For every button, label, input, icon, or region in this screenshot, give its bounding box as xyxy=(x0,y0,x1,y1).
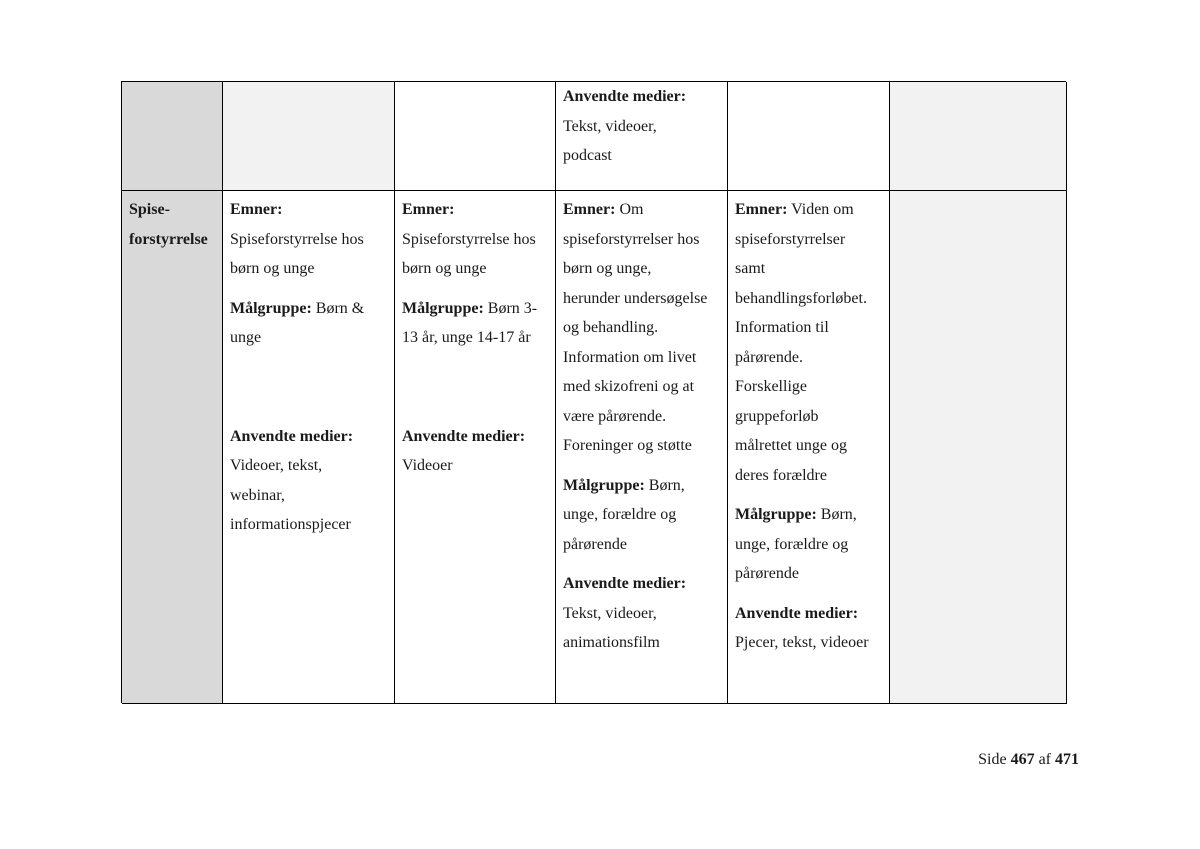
emner-line xyxy=(735,195,882,225)
emner-text: Viden om xyxy=(791,201,854,218)
row2-col5-cell xyxy=(890,191,1067,704)
row2-col1-cell xyxy=(223,191,395,704)
total-pages: 471 xyxy=(1055,751,1079,768)
emner-line: Foreninger og støtte xyxy=(563,437,692,454)
medier-line: Videoer xyxy=(402,457,453,474)
data-table xyxy=(121,81,1066,703)
row-heading-line: Spise- xyxy=(129,201,170,218)
medier-line: Pjecer, tekst, videoer xyxy=(735,634,869,651)
emner-line: Spiseforstyrrelse hos xyxy=(230,230,364,248)
emner-line: pårørende. xyxy=(735,348,803,366)
row1-heading-cell xyxy=(122,82,223,191)
emner-line xyxy=(563,195,720,225)
emner-line: spiseforstyrrelser xyxy=(735,230,846,248)
medier-line: webinar, xyxy=(230,486,285,504)
emner-line: være pårørende. xyxy=(563,407,667,425)
emner-line: behandlingsforløbet. xyxy=(735,289,867,307)
emner-line: gruppeforløb xyxy=(735,407,819,425)
medier-line: animationsfilm xyxy=(563,634,660,651)
emner-line: børn og unge xyxy=(402,260,487,277)
row2-col3-cell xyxy=(556,191,728,704)
emner-label: Emner: xyxy=(402,201,455,218)
malgruppe-line: unge xyxy=(230,329,262,346)
emner-label: Emner: xyxy=(735,201,788,218)
emner-line: deres forældre xyxy=(735,466,827,484)
row2-col4-cell xyxy=(728,191,890,704)
medier-label: Anvendte medier: xyxy=(563,575,687,592)
medier-label: Anvendte medier: xyxy=(402,427,526,445)
emner-line: børn og unge xyxy=(230,260,315,277)
row1-col1-cell xyxy=(223,82,395,191)
malgruppe-label: Målgruppe: xyxy=(735,506,817,523)
medier-label: Anvendte medier: xyxy=(563,88,687,105)
emner-line: børn og unge, xyxy=(563,260,652,277)
page-separator: af xyxy=(1038,751,1051,768)
emner-line: Forskellige xyxy=(735,378,807,395)
malgruppe-line: 13 år, unge 14-17 år xyxy=(402,329,531,346)
emner-line: Information om livet xyxy=(563,348,697,366)
medier-line: Tekst, videoer, xyxy=(563,604,657,622)
row-heading-line: forstyrrelse xyxy=(129,230,208,248)
emner-line: herunder undersøgelse xyxy=(563,289,708,307)
row1-col4-cell xyxy=(728,82,890,191)
malgruppe-text: Børn, xyxy=(648,476,685,494)
page-prefix: Side xyxy=(978,751,1007,768)
emner-line: målrettet unge og xyxy=(735,437,847,454)
row1-col2-cell xyxy=(395,82,556,191)
emner-text: Om xyxy=(619,201,644,218)
row1-col5-cell xyxy=(890,82,1067,191)
malgruppe-line: unge, forældre og xyxy=(735,535,849,553)
malgruppe-text: Børn, xyxy=(820,506,857,523)
medier-line: Tekst, videoer, xyxy=(563,117,657,135)
emner-label: Emner: xyxy=(563,201,616,218)
malgruppe-label: Målgruppe: xyxy=(230,299,312,317)
malgruppe-line xyxy=(402,294,548,324)
malgruppe-text: Børn & xyxy=(315,299,365,317)
emner-line: med skizofreni og at xyxy=(563,378,695,395)
emner-line: samt xyxy=(735,260,766,277)
malgruppe-line xyxy=(735,500,882,530)
medier-label: Anvendte medier: xyxy=(230,427,354,445)
emner-line: Information til xyxy=(735,319,829,336)
row1-col3-cell xyxy=(556,82,728,191)
malgruppe-line xyxy=(230,294,387,324)
medier-label: Anvendte medier: xyxy=(735,604,859,622)
emner-line: Spiseforstyrrelse hos xyxy=(402,230,536,248)
emner-label: Emner: xyxy=(230,201,283,218)
malgruppe-line: pårørende xyxy=(735,565,799,582)
emner-line: spiseforstyrrelser hos xyxy=(563,230,700,248)
emner-line: og behandling. xyxy=(563,319,659,336)
malgruppe-line xyxy=(563,471,720,501)
current-page: 467 xyxy=(1010,751,1035,768)
medier-line: Videoer, tekst, xyxy=(230,457,323,474)
malgruppe-label: Målgruppe: xyxy=(402,299,484,317)
medier-line: podcast xyxy=(563,147,612,164)
page-number xyxy=(978,749,1079,771)
row2-heading-cell xyxy=(122,191,223,704)
malgruppe-line: pårørende xyxy=(563,535,627,553)
row2-col2-cell xyxy=(395,191,556,704)
malgruppe-text: Børn 3- xyxy=(487,299,538,317)
malgruppe-line: unge, forældre og xyxy=(563,506,677,523)
malgruppe-label: Målgruppe: xyxy=(563,476,645,494)
medier-line: informationspjecer xyxy=(230,516,351,533)
